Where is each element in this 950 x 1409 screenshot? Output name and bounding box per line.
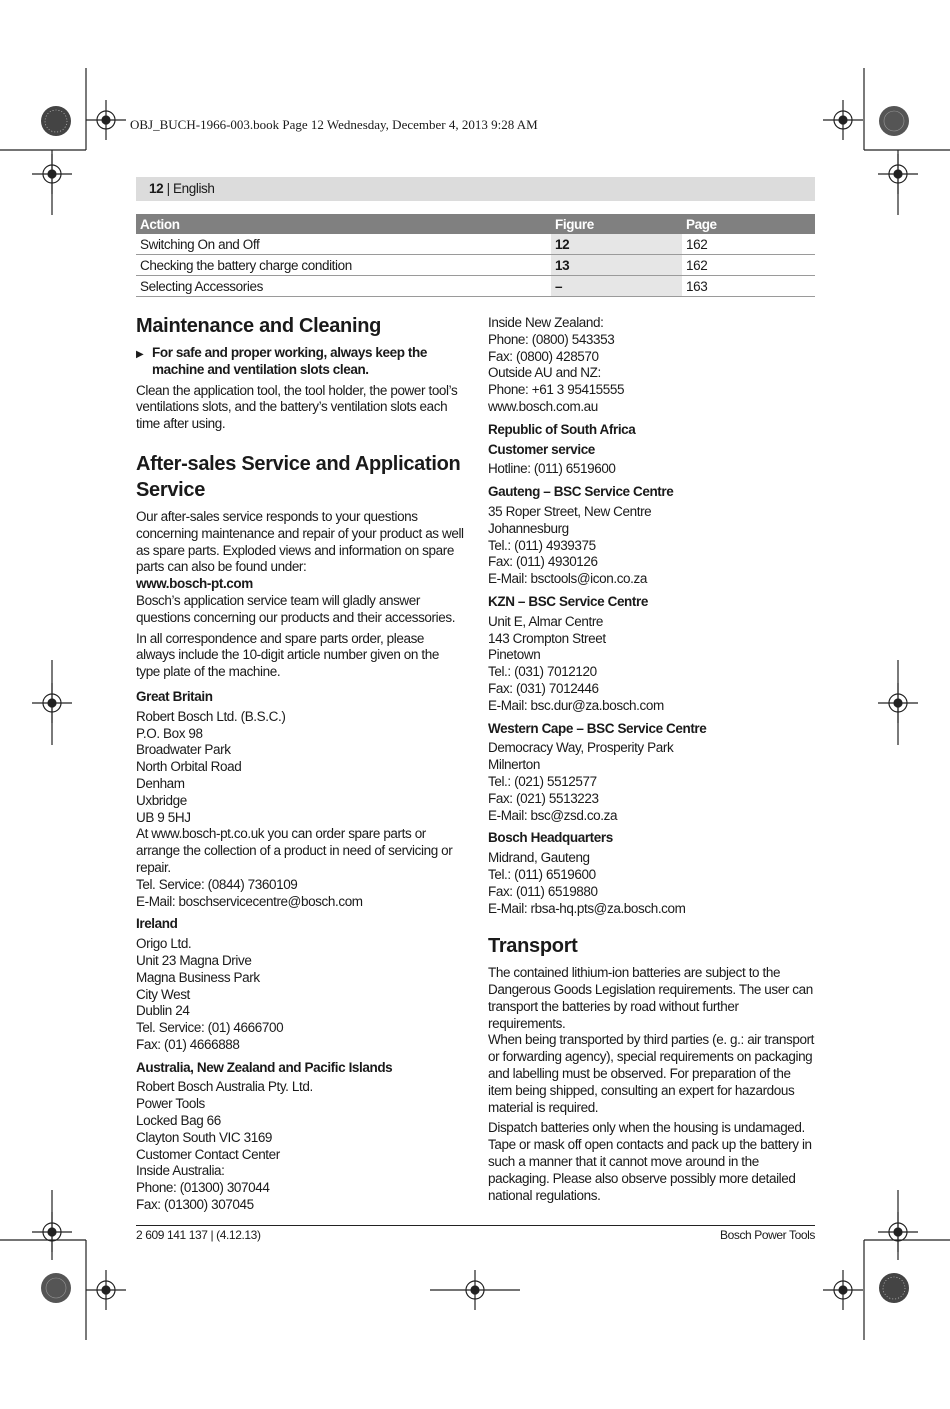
address-block-australia xyxy=(136,1079,464,1213)
address-line: Midrand, Gauteng xyxy=(488,850,590,866)
address-block-kzn xyxy=(488,614,815,715)
subsection-title-kzn: KZN – BSC Service Centre xyxy=(488,593,648,609)
table-row xyxy=(136,255,815,276)
table-cell-action: Checking the battery charge condition xyxy=(136,255,551,276)
subsection-title-gauteng: Gauteng – BSC Service Centre xyxy=(488,484,674,500)
address-line: Inside Australia: xyxy=(136,1163,225,1179)
footer-brand: Bosch Power Tools xyxy=(719,1228,815,1242)
section-title-aftersales: After-sales Service and Application Service xyxy=(136,452,461,501)
table-cell-page: 162 xyxy=(682,234,815,255)
page-footer xyxy=(136,1225,815,1242)
subsection-title-western-cape: Western Cape – BSC Service Centre xyxy=(488,720,707,736)
footer-doc-number: 2 609 141 137 | (4.12.13) xyxy=(136,1228,261,1242)
address-line: Tel.: (031) 7012120 xyxy=(488,664,597,680)
address-line: E-Mail: boschservicecentre@bosch.com xyxy=(136,893,363,909)
table-cell-figure: 13 xyxy=(551,255,682,276)
address-line: Phone: +61 3 95415555 xyxy=(488,382,625,398)
subsection-title-customer-service: Customer service xyxy=(488,441,595,457)
print-header: OBJ_BUCH-1966-003.book Page 12 Wednesday, December 4, 2013 9:28 AM xyxy=(130,117,538,132)
column-header-action: Action xyxy=(136,214,551,234)
table-cell-action: Selecting Accessories xyxy=(136,276,551,297)
table-cell-figure: – xyxy=(551,276,682,297)
address-line: Dublin 24 xyxy=(136,1003,190,1019)
running-head-separator: | xyxy=(163,181,174,196)
address-line: 143 Crompton Street xyxy=(488,630,606,646)
address-line: Tel. Service: (0844) 7360109 xyxy=(136,876,298,892)
address-line: Denham xyxy=(136,775,185,791)
bullet-item xyxy=(136,345,464,379)
transport-paragraph: The contained lithium-ion batteries are subject to the Dangerous Goods Legislation requirements. The user can transport the batteries by road without further requirements. xyxy=(488,965,813,1031)
table-cell-page: 162 xyxy=(682,255,815,276)
table-cell-page: 163 xyxy=(682,276,815,297)
right-column xyxy=(488,315,815,1208)
address-block-headquarters xyxy=(488,850,815,917)
table-cell-figure: 12 xyxy=(551,234,682,255)
address-line: UB 9 5HJ xyxy=(136,809,191,825)
address-line: Customer Contact Center xyxy=(136,1146,280,1162)
address-line: Uxbridge xyxy=(136,792,187,808)
country-title-australia: Australia, New Zealand and Pacific Islands xyxy=(136,1059,393,1075)
address-block-western-cape xyxy=(488,740,815,824)
address-line: Tel.: (021) 5512577 xyxy=(488,773,597,789)
transport-paragraph: When being transported by third parties (e. g.: air transport or forwarding agency), special requirements on packaging and labelling must be observed. For preparation of the item being shipped, consulting an expert for hazardous material is required. xyxy=(488,1032,815,1115)
maintenance-paragraph: Clean the application tool, the tool holder, the power tool’s ventilations slots, and the battery’s ventilation slots each time after using. xyxy=(136,382,458,432)
address-block-gauteng xyxy=(488,504,815,588)
running-head-language: English xyxy=(173,181,215,196)
address-line: Broadwater Park xyxy=(136,742,231,758)
subsection-title-headquarters: Bosch Headquarters xyxy=(488,830,613,846)
address-line: Fax: (0800) 428570 xyxy=(488,348,599,364)
country-title-ireland: Ireland xyxy=(136,916,178,932)
address-line: Robert Bosch Ltd. (B.S.C.) xyxy=(136,708,286,724)
address-line: Tel.: (011) 4939375 xyxy=(488,537,596,553)
column-header-figure: Figure xyxy=(551,214,682,234)
address-line: Tel.: (011) 6519600 xyxy=(488,866,596,882)
address-line: Locked Bag 66 xyxy=(136,1113,221,1129)
country-title-south-africa: Republic of South Africa xyxy=(488,421,636,437)
address-line: Milnerton xyxy=(488,757,540,773)
bullet-text: For safe and proper working, always keep the machine and ventilation slots clean. xyxy=(152,345,427,377)
address-block-new-zealand xyxy=(488,315,815,416)
triangle-bullet-icon: ▶ xyxy=(136,349,144,360)
transport-paragraph: Dispatch batteries only when the housing is undamaged. Tape or mask off open contacts and pack up the battery in such a manner that it cannot move around in the packaging. Please also observe possibly more detailed national regulations. xyxy=(488,1120,812,1203)
address-line: Fax: (01) 4666888 xyxy=(136,1036,240,1052)
table-row xyxy=(136,234,815,255)
table-header-row xyxy=(136,214,815,234)
address-line: E-Mail: bsctools@icon.co.za xyxy=(488,571,647,587)
address-line: Johannesburg xyxy=(488,520,569,536)
address-line: Phone: (0800) 543353 xyxy=(488,331,615,347)
running-head xyxy=(136,177,815,201)
section-title-maintenance: Maintenance and Cleaning xyxy=(136,315,382,337)
correspondence-paragraph: In all correspondence and spare parts order, please always include the 10-digit article number given on the type plate of the machine. xyxy=(136,630,439,680)
page-number: 12 xyxy=(149,181,164,196)
aftersales-url: www.bosch-pt.com xyxy=(136,576,253,592)
address-block-great-britain xyxy=(136,709,464,911)
address-line: Inside New Zealand: xyxy=(488,315,604,330)
address-line: Magna Business Park xyxy=(136,969,260,985)
action-table xyxy=(136,214,815,297)
address-line: North Orbital Road xyxy=(136,759,242,775)
address-line: Unit E, Almar Centre xyxy=(488,613,604,629)
address-line: Outside AU and NZ: xyxy=(488,365,601,381)
table-cell-action: Switching On and Off xyxy=(136,234,551,255)
section-title-transport: Transport xyxy=(488,935,578,958)
address-line: Fax: (031) 7012446 xyxy=(488,680,599,696)
address-line: P.O. Box 98 xyxy=(136,725,203,741)
address-line: Tel. Service: (01) 4666700 xyxy=(136,1020,284,1036)
table-row xyxy=(136,276,815,297)
address-line: Pinetown xyxy=(488,647,541,663)
address-line: Fax: (021) 5513223 xyxy=(488,790,599,806)
column-header-page: Page xyxy=(682,214,815,234)
address-line: Robert Bosch Australia Pty. Ltd. xyxy=(136,1079,313,1095)
address-line: Democracy Way, Prosperity Park xyxy=(488,740,674,756)
address-line: Power Tools xyxy=(136,1096,205,1112)
address-line: E-Mail: rbsa-hq.pts@za.bosch.com xyxy=(488,900,686,916)
left-column xyxy=(136,313,464,1214)
address-line: E-Mail: bsc@zsd.co.za xyxy=(488,807,618,823)
aftersales-paragraph: Our after-sales service responds to your questions concerning maintenance and repair of your product as well as spare parts. Exploded views and information on spare parts can also be found under: xyxy=(136,508,464,575)
address-line: 35 Roper Street, New Centre xyxy=(488,503,652,519)
address-line: Fax: (011) 6519880 xyxy=(488,883,598,899)
address-line: Fax: (011) 4930126 xyxy=(488,554,598,570)
address-line: Fax: (01300) 307045 xyxy=(136,1197,254,1213)
address-line: Origo Ltd. xyxy=(136,936,192,952)
address-line: City West xyxy=(136,986,190,1002)
address-line: At www.bosch-pt.co.uk you can order spare parts or arrange the collection of a product in need of servicing or repair. xyxy=(136,826,453,875)
address-line: Unit 23 Magna Drive xyxy=(136,952,252,968)
address-line: E-Mail: bsc.dur@za.bosch.com xyxy=(488,697,664,713)
address-line: www.bosch.com.au xyxy=(488,398,598,414)
application-service-paragraph: Bosch’s application service team will gladly answer questions concerning our products and their accessories. xyxy=(136,592,456,625)
address-line: Clayton South VIC 3169 xyxy=(136,1129,273,1145)
address-line: Hotline: (011) 6519600 xyxy=(488,461,616,477)
address-block-ireland xyxy=(136,936,464,1054)
address-line: Phone: (01300) 307044 xyxy=(136,1180,270,1196)
country-title-great-britain: Great Britain xyxy=(136,688,213,704)
